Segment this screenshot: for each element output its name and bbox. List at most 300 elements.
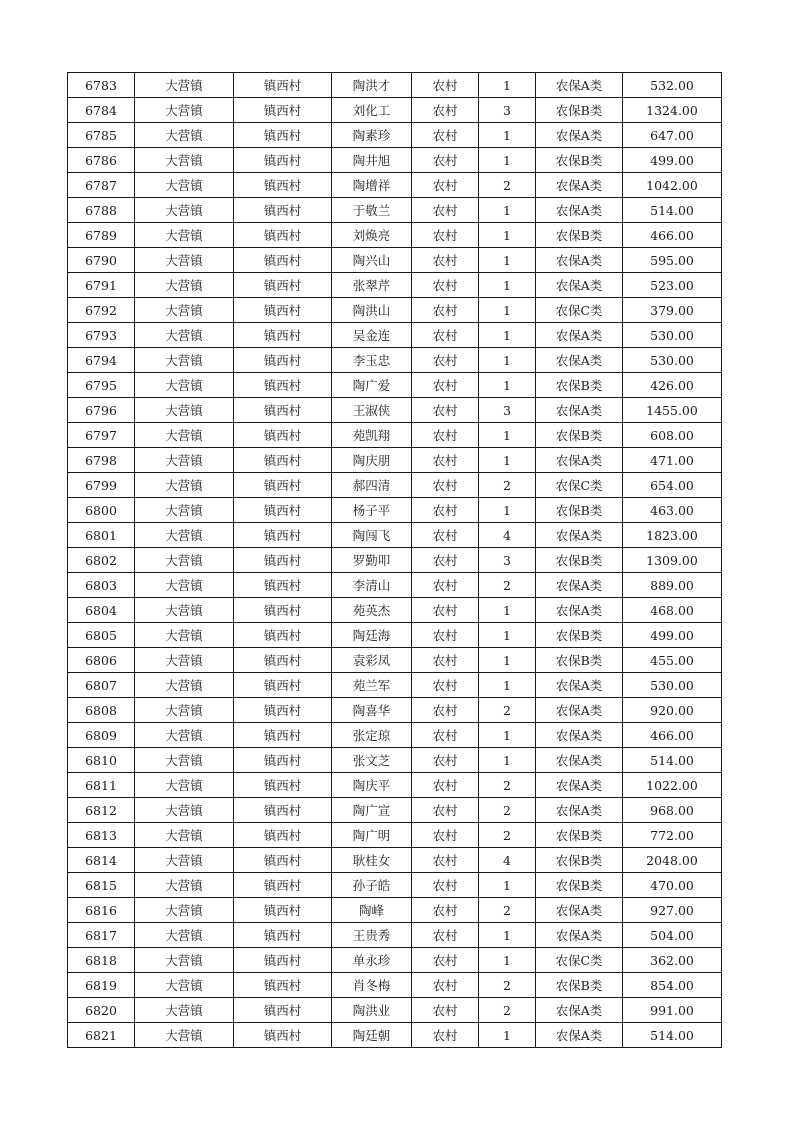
member-count-cell: 4: [479, 523, 536, 548]
village-cell: 镇西村: [234, 948, 332, 973]
amount-cell: 595.00: [623, 248, 722, 273]
name-cell: 吴金连: [332, 323, 412, 348]
village-cell: 镇西村: [234, 698, 332, 723]
member-count-cell: 2: [479, 798, 536, 823]
town-cell: 大营镇: [135, 848, 234, 873]
village-cell: 镇西村: [234, 323, 332, 348]
village-cell: 镇西村: [234, 148, 332, 173]
serial-number-cell: 6787: [68, 173, 135, 198]
name-cell: 陶庆平: [332, 773, 412, 798]
category-cell: 农保C类: [536, 948, 623, 973]
household-type-cell: 农村: [412, 873, 479, 898]
table-row: [68, 723, 722, 748]
category-cell: 农保A类: [536, 773, 623, 798]
household-type-cell: 农村: [412, 348, 479, 373]
table-row: [68, 123, 722, 148]
name-cell: 肖冬梅: [332, 973, 412, 998]
table-row: [68, 623, 722, 648]
member-count-cell: 1: [479, 423, 536, 448]
table-row: [68, 198, 722, 223]
member-count-cell: 2: [479, 698, 536, 723]
serial-number-cell: 6786: [68, 148, 135, 173]
serial-number-cell: 6795: [68, 373, 135, 398]
member-count-cell: 1: [479, 73, 536, 98]
name-cell: 陶喜华: [332, 698, 412, 723]
household-type-cell: 农村: [412, 498, 479, 523]
name-cell: 王贵秀: [332, 923, 412, 948]
village-cell: 镇西村: [234, 923, 332, 948]
name-cell: 陶洪业: [332, 998, 412, 1023]
name-cell: 张翠芹: [332, 273, 412, 298]
category-cell: 农保B类: [536, 423, 623, 448]
household-type-cell: 农村: [412, 173, 479, 198]
serial-number-cell: 6817: [68, 923, 135, 948]
member-count-cell: 1: [479, 923, 536, 948]
serial-number-cell: 6810: [68, 748, 135, 773]
name-cell: 罗勤叩: [332, 548, 412, 573]
table-row: [68, 873, 722, 898]
town-cell: 大营镇: [135, 923, 234, 948]
category-cell: 农保B类: [536, 98, 623, 123]
name-cell: 袁彩凤: [332, 648, 412, 673]
village-cell: 镇西村: [234, 123, 332, 148]
amount-cell: 362.00: [623, 948, 722, 973]
category-cell: 农保A类: [536, 798, 623, 823]
serial-number-cell: 6791: [68, 273, 135, 298]
name-cell: 李清山: [332, 573, 412, 598]
amount-cell: 514.00: [623, 1023, 722, 1048]
serial-number-cell: 6783: [68, 73, 135, 98]
village-cell: 镇西村: [234, 798, 332, 823]
name-cell: 苑凯翔: [332, 423, 412, 448]
category-cell: 农保A类: [536, 73, 623, 98]
category-cell: 农保A类: [536, 523, 623, 548]
table-row: [68, 698, 722, 723]
member-count-cell: 4: [479, 848, 536, 873]
town-cell: 大营镇: [135, 198, 234, 223]
name-cell: 杨子平: [332, 498, 412, 523]
amount-cell: 466.00: [623, 223, 722, 248]
member-count-cell: 2: [479, 573, 536, 598]
table-row: [68, 398, 722, 423]
amount-cell: 654.00: [623, 473, 722, 498]
household-type-cell: 农村: [412, 573, 479, 598]
table-row: [68, 273, 722, 298]
category-cell: 农保B类: [536, 623, 623, 648]
household-type-cell: 农村: [412, 273, 479, 298]
serial-number-cell: 6788: [68, 198, 135, 223]
category-cell: 农保A类: [536, 173, 623, 198]
amount-cell: 1022.00: [623, 773, 722, 798]
table-row: [68, 223, 722, 248]
town-cell: 大营镇: [135, 998, 234, 1023]
amount-cell: 504.00: [623, 923, 722, 948]
member-count-cell: 1: [479, 348, 536, 373]
category-cell: 农保A类: [536, 598, 623, 623]
table-row: [68, 798, 722, 823]
table-row: [68, 498, 722, 523]
village-cell: 镇西村: [234, 373, 332, 398]
member-count-cell: 1: [479, 373, 536, 398]
category-cell: 农保A类: [536, 273, 623, 298]
town-cell: 大营镇: [135, 323, 234, 348]
member-count-cell: 2: [479, 973, 536, 998]
serial-number-cell: 6794: [68, 348, 135, 373]
table-row: [68, 1023, 722, 1048]
village-cell: 镇西村: [234, 298, 332, 323]
amount-cell: 1823.00: [623, 523, 722, 548]
amount-cell: 523.00: [623, 273, 722, 298]
village-cell: 镇西村: [234, 998, 332, 1023]
serial-number-cell: 6790: [68, 248, 135, 273]
amount-cell: 530.00: [623, 348, 722, 373]
category-cell: 农保B类: [536, 973, 623, 998]
household-type-cell: 农村: [412, 598, 479, 623]
member-count-cell: 2: [479, 998, 536, 1023]
table-row: [68, 898, 722, 923]
serial-number-cell: 6802: [68, 548, 135, 573]
amount-cell: 2048.00: [623, 848, 722, 873]
table-row: [68, 448, 722, 473]
table-row: [68, 923, 722, 948]
village-cell: 镇西村: [234, 973, 332, 998]
town-cell: 大营镇: [135, 348, 234, 373]
table-row: [68, 948, 722, 973]
category-cell: 农保A类: [536, 898, 623, 923]
town-cell: 大营镇: [135, 148, 234, 173]
household-type-cell: 农村: [412, 648, 479, 673]
household-type-cell: 农村: [412, 148, 479, 173]
amount-cell: 455.00: [623, 648, 722, 673]
table-row: [68, 998, 722, 1023]
category-cell: 农保B类: [536, 373, 623, 398]
member-count-cell: 2: [479, 773, 536, 798]
town-cell: 大营镇: [135, 748, 234, 773]
amount-cell: 991.00: [623, 998, 722, 1023]
amount-cell: 530.00: [623, 323, 722, 348]
serial-number-cell: 6820: [68, 998, 135, 1023]
amount-cell: 1042.00: [623, 173, 722, 198]
village-cell: 镇西村: [234, 73, 332, 98]
town-cell: 大营镇: [135, 123, 234, 148]
name-cell: 陶廷海: [332, 623, 412, 648]
name-cell: 苑兰军: [332, 673, 412, 698]
town-cell: 大营镇: [135, 798, 234, 823]
category-cell: 农保A类: [536, 723, 623, 748]
name-cell: 张文芝: [332, 748, 412, 773]
name-cell: 耿桂女: [332, 848, 412, 873]
name-cell: 刘焕亮: [332, 223, 412, 248]
category-cell: 农保A类: [536, 448, 623, 473]
town-cell: 大营镇: [135, 373, 234, 398]
member-count-cell: 1: [479, 648, 536, 673]
household-type-cell: 农村: [412, 898, 479, 923]
member-count-cell: 2: [479, 173, 536, 198]
amount-cell: 889.00: [623, 573, 722, 598]
data-table: [67, 72, 722, 1048]
town-cell: 大营镇: [135, 423, 234, 448]
table-body: [68, 73, 722, 1048]
serial-number-cell: 6784: [68, 98, 135, 123]
village-cell: 镇西村: [234, 173, 332, 198]
town-cell: 大营镇: [135, 398, 234, 423]
village-cell: 镇西村: [234, 573, 332, 598]
member-count-cell: 3: [479, 398, 536, 423]
category-cell: 农保A类: [536, 123, 623, 148]
name-cell: 陶洪山: [332, 298, 412, 323]
village-cell: 镇西村: [234, 823, 332, 848]
category-cell: 农保A类: [536, 998, 623, 1023]
name-cell: 陶广宣: [332, 798, 412, 823]
table-row: [68, 348, 722, 373]
village-cell: 镇西村: [234, 223, 332, 248]
name-cell: 陶庆朋: [332, 448, 412, 473]
name-cell: 刘化工: [332, 98, 412, 123]
serial-number-cell: 6803: [68, 573, 135, 598]
name-cell: 李玉忠: [332, 348, 412, 373]
category-cell: 农保A类: [536, 698, 623, 723]
amount-cell: 470.00: [623, 873, 722, 898]
village-cell: 镇西村: [234, 748, 332, 773]
serial-number-cell: 6798: [68, 448, 135, 473]
household-type-cell: 农村: [412, 523, 479, 548]
village-cell: 镇西村: [234, 598, 332, 623]
table-row: [68, 73, 722, 98]
town-cell: 大营镇: [135, 473, 234, 498]
amount-cell: 1309.00: [623, 548, 722, 573]
member-count-cell: 1: [479, 248, 536, 273]
name-cell: 于敬兰: [332, 198, 412, 223]
table-row: [68, 423, 722, 448]
village-cell: 镇西村: [234, 198, 332, 223]
table-row: [68, 848, 722, 873]
village-cell: 镇西村: [234, 723, 332, 748]
village-cell: 镇西村: [234, 1023, 332, 1048]
town-cell: 大营镇: [135, 248, 234, 273]
category-cell: 农保B类: [536, 823, 623, 848]
category-cell: 农保A类: [536, 348, 623, 373]
serial-number-cell: 6821: [68, 1023, 135, 1048]
amount-cell: 532.00: [623, 73, 722, 98]
village-cell: 镇西村: [234, 273, 332, 298]
name-cell: 陶增祥: [332, 173, 412, 198]
category-cell: 农保B类: [536, 548, 623, 573]
amount-cell: 530.00: [623, 673, 722, 698]
serial-number-cell: 6789: [68, 223, 135, 248]
village-cell: 镇西村: [234, 848, 332, 873]
serial-number-cell: 6797: [68, 423, 135, 448]
village-cell: 镇西村: [234, 873, 332, 898]
village-cell: 镇西村: [234, 523, 332, 548]
member-count-cell: 1: [479, 298, 536, 323]
member-count-cell: 1: [479, 723, 536, 748]
serial-number-cell: 6801: [68, 523, 135, 548]
name-cell: 陶广明: [332, 823, 412, 848]
amount-cell: 468.00: [623, 598, 722, 623]
household-type-cell: 农村: [412, 848, 479, 873]
serial-number-cell: 6812: [68, 798, 135, 823]
member-count-cell: 2: [479, 898, 536, 923]
table-row: [68, 523, 722, 548]
table-row: [68, 373, 722, 398]
town-cell: 大营镇: [135, 548, 234, 573]
amount-cell: 927.00: [623, 898, 722, 923]
serial-number-cell: 6808: [68, 698, 135, 723]
household-type-cell: 农村: [412, 798, 479, 823]
member-count-cell: 1: [479, 948, 536, 973]
town-cell: 大营镇: [135, 823, 234, 848]
household-type-cell: 农村: [412, 448, 479, 473]
category-cell: 农保B类: [536, 498, 623, 523]
town-cell: 大营镇: [135, 173, 234, 198]
member-count-cell: 1: [479, 623, 536, 648]
serial-number-cell: 6815: [68, 873, 135, 898]
household-type-cell: 农村: [412, 1023, 479, 1048]
serial-number-cell: 6805: [68, 623, 135, 648]
category-cell: 农保A类: [536, 248, 623, 273]
amount-cell: 471.00: [623, 448, 722, 473]
serial-number-cell: 6818: [68, 948, 135, 973]
household-type-cell: 农村: [412, 948, 479, 973]
name-cell: 陶井旭: [332, 148, 412, 173]
table-row: [68, 473, 722, 498]
member-count-cell: 1: [479, 148, 536, 173]
member-count-cell: 3: [479, 98, 536, 123]
village-cell: 镇西村: [234, 648, 332, 673]
village-cell: 镇西村: [234, 773, 332, 798]
town-cell: 大营镇: [135, 773, 234, 798]
table-row: [68, 573, 722, 598]
town-cell: 大营镇: [135, 673, 234, 698]
serial-number-cell: 6819: [68, 973, 135, 998]
table-row: [68, 248, 722, 273]
table-row: [68, 673, 722, 698]
serial-number-cell: 6792: [68, 298, 135, 323]
village-cell: 镇西村: [234, 98, 332, 123]
table-row: [68, 148, 722, 173]
table-row: [68, 773, 722, 798]
name-cell: 陶素珍: [332, 123, 412, 148]
member-count-cell: 1: [479, 598, 536, 623]
category-cell: 农保A类: [536, 398, 623, 423]
member-count-cell: 2: [479, 473, 536, 498]
category-cell: 农保B类: [536, 648, 623, 673]
town-cell: 大营镇: [135, 898, 234, 923]
serial-number-cell: 6785: [68, 123, 135, 148]
household-type-cell: 农村: [412, 223, 479, 248]
amount-cell: 514.00: [623, 748, 722, 773]
household-type-cell: 农村: [412, 473, 479, 498]
household-type-cell: 农村: [412, 373, 479, 398]
town-cell: 大营镇: [135, 573, 234, 598]
village-cell: 镇西村: [234, 398, 332, 423]
amount-cell: 499.00: [623, 623, 722, 648]
village-cell: 镇西村: [234, 498, 332, 523]
town-cell: 大营镇: [135, 973, 234, 998]
name-cell: 陶广爱: [332, 373, 412, 398]
serial-number-cell: 6799: [68, 473, 135, 498]
category-cell: 农保B类: [536, 223, 623, 248]
serial-number-cell: 6804: [68, 598, 135, 623]
serial-number-cell: 6796: [68, 398, 135, 423]
town-cell: 大营镇: [135, 498, 234, 523]
table-row: [68, 823, 722, 848]
town-cell: 大营镇: [135, 698, 234, 723]
serial-number-cell: 6807: [68, 673, 135, 698]
town-cell: 大营镇: [135, 448, 234, 473]
member-count-cell: 1: [479, 273, 536, 298]
household-type-cell: 农村: [412, 698, 479, 723]
amount-cell: 772.00: [623, 823, 722, 848]
amount-cell: 499.00: [623, 148, 722, 173]
household-type-cell: 农村: [412, 548, 479, 573]
table-row: [68, 548, 722, 573]
table-row: [68, 323, 722, 348]
household-type-cell: 农村: [412, 673, 479, 698]
household-type-cell: 农村: [412, 298, 479, 323]
serial-number-cell: 6809: [68, 723, 135, 748]
member-count-cell: 1: [479, 123, 536, 148]
town-cell: 大营镇: [135, 223, 234, 248]
household-type-cell: 农村: [412, 973, 479, 998]
village-cell: 镇西村: [234, 348, 332, 373]
table-row: [68, 173, 722, 198]
member-count-cell: 1: [479, 448, 536, 473]
name-cell: 陶兴山: [332, 248, 412, 273]
category-cell: 农保A类: [536, 323, 623, 348]
serial-number-cell: 6814: [68, 848, 135, 873]
town-cell: 大营镇: [135, 98, 234, 123]
amount-cell: 968.00: [623, 798, 722, 823]
member-count-cell: 2: [479, 823, 536, 848]
amount-cell: 1324.00: [623, 98, 722, 123]
household-type-cell: 农村: [412, 623, 479, 648]
serial-number-cell: 6806: [68, 648, 135, 673]
village-cell: 镇西村: [234, 673, 332, 698]
household-type-cell: 农村: [412, 198, 479, 223]
category-cell: 农保B类: [536, 148, 623, 173]
serial-number-cell: 6813: [68, 823, 135, 848]
town-cell: 大营镇: [135, 1023, 234, 1048]
amount-cell: 854.00: [623, 973, 722, 998]
category-cell: 农保A类: [536, 573, 623, 598]
town-cell: 大营镇: [135, 598, 234, 623]
amount-cell: 426.00: [623, 373, 722, 398]
household-type-cell: 农村: [412, 398, 479, 423]
member-count-cell: 1: [479, 323, 536, 348]
amount-cell: 920.00: [623, 698, 722, 723]
village-cell: 镇西村: [234, 423, 332, 448]
table-row: [68, 598, 722, 623]
town-cell: 大营镇: [135, 298, 234, 323]
table-row: [68, 973, 722, 998]
category-cell: 农保C类: [536, 473, 623, 498]
town-cell: 大营镇: [135, 873, 234, 898]
amount-cell: 1455.00: [623, 398, 722, 423]
household-type-cell: 农村: [412, 423, 479, 448]
name-cell: 单永珍: [332, 948, 412, 973]
name-cell: 孙子皓: [332, 873, 412, 898]
household-type-cell: 农村: [412, 923, 479, 948]
household-type-cell: 农村: [412, 98, 479, 123]
serial-number-cell: 6811: [68, 773, 135, 798]
town-cell: 大营镇: [135, 648, 234, 673]
member-count-cell: 1: [479, 873, 536, 898]
household-type-cell: 农村: [412, 73, 479, 98]
town-cell: 大营镇: [135, 948, 234, 973]
category-cell: 农保A类: [536, 923, 623, 948]
name-cell: 陶峰: [332, 898, 412, 923]
